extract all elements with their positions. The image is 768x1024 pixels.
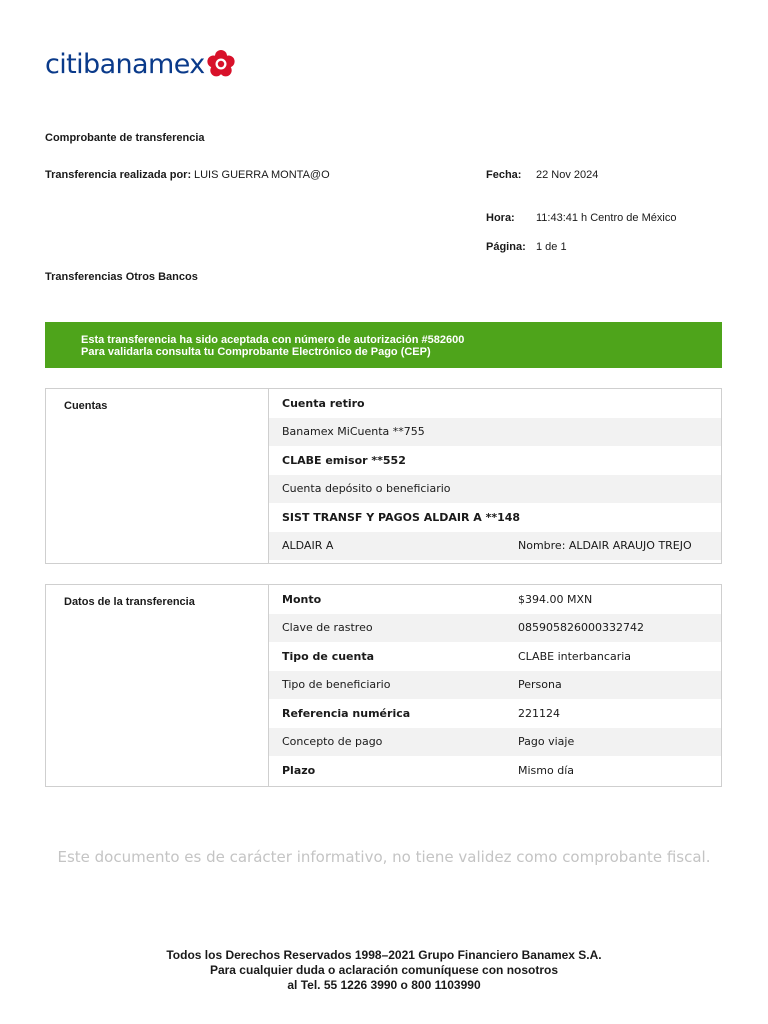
- banner-line-2: Para validarla consulta tu Comprobante Electrónico de Pago (CEP): [81, 346, 431, 358]
- row-value: 085905826000332742: [518, 621, 644, 635]
- time-label: Hora:: [486, 212, 515, 224]
- table-row: [269, 699, 721, 728]
- row-label: ALDAIR A: [282, 539, 334, 553]
- row-label: Cuenta depósito o beneficiario: [282, 482, 451, 496]
- row-label: Clave de rastreo: [282, 621, 373, 635]
- row-label: Tipo de beneficiario: [282, 678, 391, 692]
- table-row: [269, 532, 721, 561]
- table-row: [269, 642, 721, 671]
- transfer-label: Datos de la transferencia: [64, 596, 195, 608]
- row-value: $394.00 MXN: [518, 592, 593, 606]
- row-label: Tipo de cuenta: [282, 649, 375, 663]
- disclaimer-text: Este documento es de carácter informativo, no tiene validez como comprobante fiscal.: [57, 848, 711, 866]
- table-row: [269, 446, 721, 475]
- banner-line-1: Esta transferencia ha sido aceptada con número de autorización #582600: [81, 334, 465, 346]
- page-label: Página:: [486, 241, 526, 253]
- made-by-value: LUIS GUERRA MONTA@O: [194, 169, 330, 181]
- made-by-label: Transferencia realizada por:: [45, 169, 192, 181]
- page-title: Comprobante de transferencia: [45, 132, 205, 144]
- table-row: [269, 503, 721, 532]
- page-value: 1 de 1: [536, 241, 567, 253]
- footer-line-1: Todos los Derechos Reservados 1998–2021 Grupo Financiero Banamex S.A.: [166, 948, 602, 962]
- footer: [0, 948, 768, 993]
- footer-line-2: Para cualquier duda o aclaración comuníquese con nosotros: [209, 963, 559, 977]
- row-value: Persona: [518, 678, 562, 692]
- table-row: [269, 475, 721, 504]
- accounts-panel: [45, 388, 722, 564]
- transfer-panel: [45, 584, 722, 787]
- table-row: [269, 389, 721, 418]
- date-label: Fecha:: [486, 169, 522, 181]
- transfer-label-cell: [46, 585, 269, 786]
- accounts-rows: [269, 389, 721, 560]
- row-label: Plazo: [282, 763, 316, 777]
- row-value: 221124: [518, 706, 560, 720]
- banamex-flower-icon: [206, 49, 236, 79]
- transfer-rows: [269, 585, 721, 785]
- table-row: [269, 671, 721, 700]
- accounts-label-cell: [46, 389, 269, 563]
- row-value: Mismo día: [518, 763, 574, 777]
- section-title: Transferencias Otros Bancos: [45, 271, 198, 283]
- citibanamex-logo: [45, 44, 236, 84]
- table-row: [269, 614, 721, 643]
- table-row: [269, 756, 721, 785]
- row-label: CLABE emisor **552: [282, 453, 406, 467]
- date-value: 22 Nov 2024: [536, 169, 599, 181]
- row-label: Cuenta retiro: [282, 396, 365, 410]
- row-label: Concepto de pago: [282, 735, 383, 749]
- table-row: [269, 585, 721, 614]
- row-value: Pago viaje: [518, 735, 575, 749]
- authorization-banner: [45, 322, 722, 368]
- footer-line-3: al Tel. 55 1226 3990 o 800 1103990: [287, 978, 481, 992]
- time-value: 11:43:41 h Centro de México: [536, 212, 677, 224]
- row-label: Banamex MiCuenta **755: [282, 425, 425, 439]
- row-value: Nombre: ALDAIR ARAUJO TREJO: [518, 539, 692, 553]
- logo-wordmark: citibanamex: [45, 48, 205, 80]
- row-label: Monto: [282, 592, 322, 606]
- accounts-label: Cuentas: [64, 400, 108, 412]
- row-label: SIST TRANSF Y PAGOS ALDAIR A **148: [282, 510, 521, 524]
- row-label: Referencia numérica: [282, 706, 411, 720]
- table-row: [269, 728, 721, 757]
- row-value: CLABE interbancaria: [518, 649, 632, 663]
- table-row: [269, 418, 721, 447]
